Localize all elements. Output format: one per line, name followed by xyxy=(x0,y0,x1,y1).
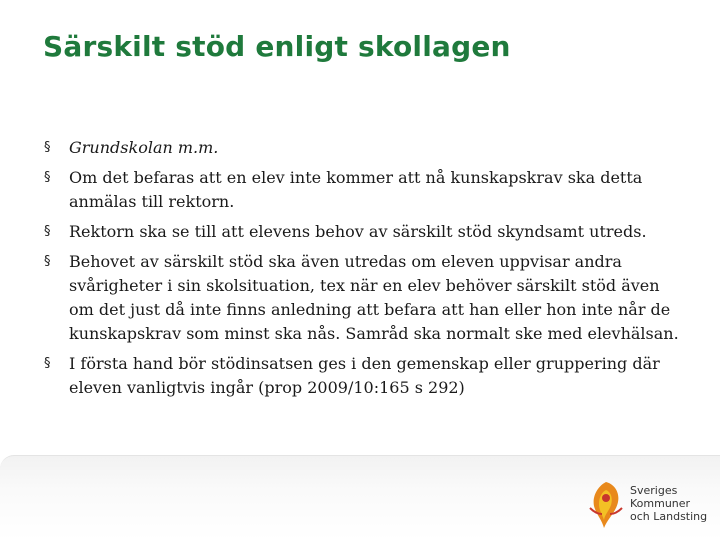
bullet-marker-icon: § xyxy=(44,140,51,155)
logo-line-1: Sveriges xyxy=(630,484,678,497)
bullet-item xyxy=(44,352,684,400)
bullet-marker-icon: § xyxy=(44,170,51,185)
slide-title: Särskilt stöd enligt skollagen xyxy=(43,30,511,63)
bullet-text: Rektorn ska se till att elevens behov av särskilt stöd skyndsamt utreds. xyxy=(69,222,647,241)
skl-logo xyxy=(586,478,710,530)
bullet-item xyxy=(44,166,684,214)
skl-logo-icon xyxy=(586,478,628,530)
logo-text xyxy=(630,484,707,523)
logo-line-3: och Landsting xyxy=(630,510,708,523)
bullet-text: Om det befaras att en elev inte kommer att nå kunskapskrav ska detta anmälas till rektorn. xyxy=(69,168,643,211)
bullet-marker-icon: § xyxy=(44,254,51,269)
bullet-marker-icon: § xyxy=(44,356,51,371)
bullet-marker-icon: § xyxy=(44,224,51,239)
bullet-text: I första hand bör stödinsatsen ges i den gemenskap eller gruppering där eleven vanligtvis ingår (prop 2009/10:165 s 292) xyxy=(69,354,660,397)
bullet-item xyxy=(44,250,684,346)
bullet-list xyxy=(44,136,684,406)
bullet-item xyxy=(44,136,684,160)
bullet-text: Grundskolan m.m. xyxy=(69,138,219,157)
bullet-item xyxy=(44,220,684,244)
logo-line-2: Kommuner xyxy=(630,497,691,510)
bullet-text: Behovet av särskilt stöd ska även utredas om eleven uppvisar andra svårigheter i sin skolsituation, tex när en elev behöver särskilt stöd även om det just då inte finns anledning att befara att han eller hon inte når de kunskapskrav som minst ska nås. Samråd ska normalt ske med elevhälsan. xyxy=(69,252,679,343)
